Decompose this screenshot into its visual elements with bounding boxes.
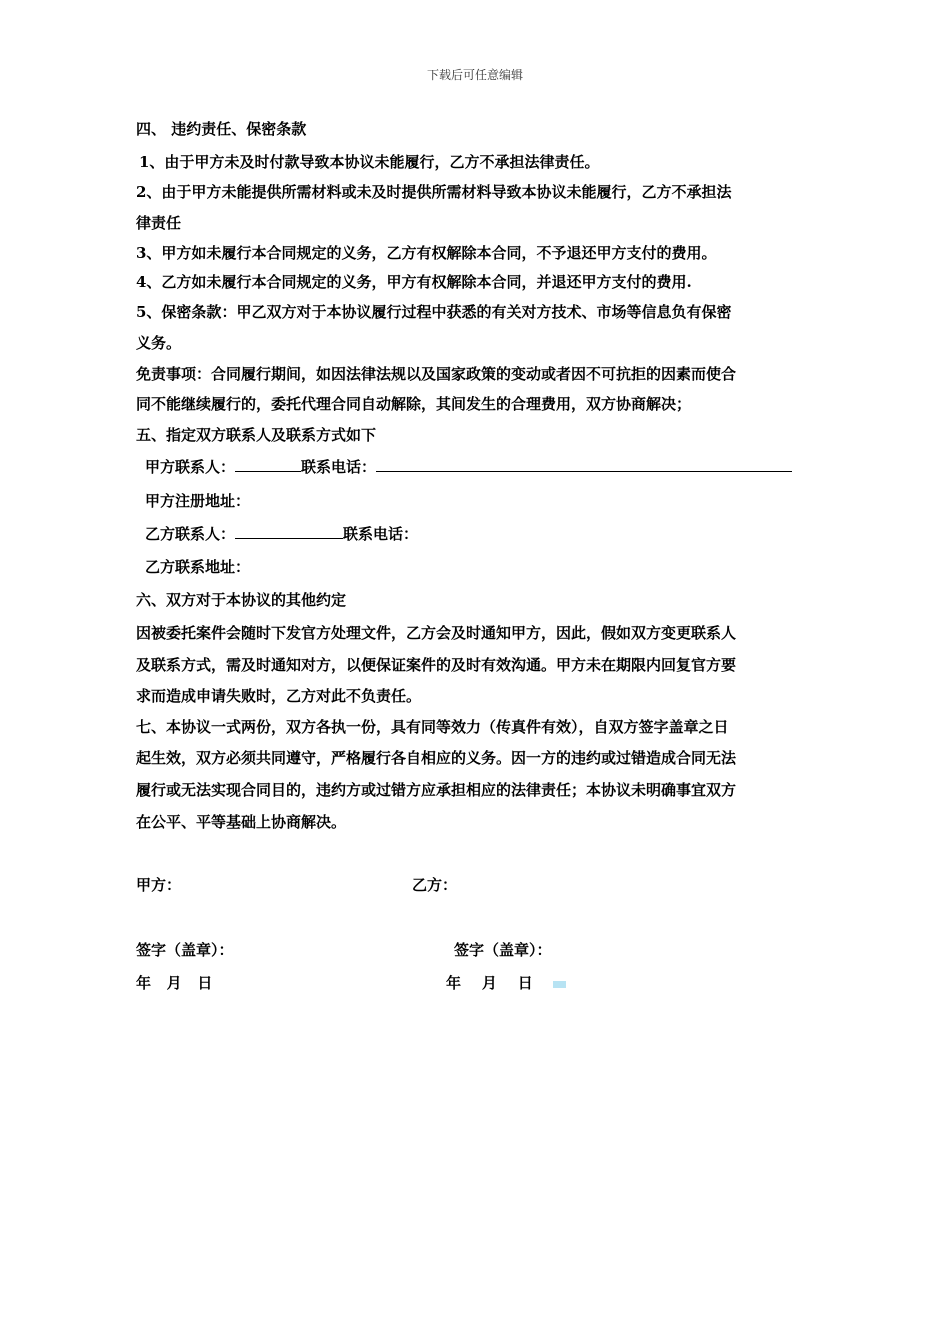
highlight-marker: [553, 981, 566, 988]
party-b-signature-label: 签字（盖章）：: [454, 941, 552, 959]
party-b-address-label: 乙方联系地址：: [145, 558, 251, 576]
section-7-line-4: 在公平、平等基础上协商解决。: [136, 813, 347, 831]
section-4-title: 四、 违约责任、保密条款: [136, 120, 307, 138]
section-6-line-2: 及联系方式，需及时通知对方，以便保证案件的及时有效沟通。甲方未在期限内回复官方要: [136, 656, 737, 674]
party-a-phone-label: 联系电话：: [301, 458, 377, 476]
clause-4-3: 3、甲方如未履行本合同规定的义务，乙方有权解除本合同，不予退还甲方支付的费用。: [136, 244, 717, 262]
party-b-phone-label: 联系电话：: [343, 525, 419, 543]
party-b-contact-label: 乙方联系人：: [145, 525, 236, 543]
section-6-line-1: 因被委托案件会随时下发官方处理文件，乙方会及时通知甲方，因此，假如双方变更联系人: [136, 624, 737, 642]
disclaimer-line-1: 免责事项：合同履行期间，如因法律法规以及国家政策的变动或者因不可抗拒的因素而使合: [136, 365, 737, 383]
clause-4-2-line-2: 律责任: [136, 214, 182, 232]
clause-4-5-line-1: 5、保密条款：甲乙双方对于本协议履行过程中获悉的有关对方技术、市场等信息负有保密: [136, 303, 732, 321]
party-b-label: 乙方：: [412, 876, 458, 894]
section-7-line-1: 七、本协议一式两份，双方各执一份，具有同等效力（传真件有效），自双方签字盖章之日: [136, 718, 729, 736]
party-b-date: 年 月 日: [446, 974, 533, 992]
party-a-contact-row: [145, 457, 792, 477]
party-a-date: 年 月 日: [136, 974, 213, 992]
clause-4-1: 1、由于甲方未及时付款导致本协议未能履行，乙方不承担法律责任。: [139, 153, 600, 171]
section-6-line-3: 求而造成申请失败时，乙方对此不负责任。: [136, 687, 422, 705]
section-5-title: 五、指定双方联系人及联系方式如下: [136, 426, 377, 444]
section-7-line-2: 起生效，双方必须共同遵守，严格履行各自相应的义务。因一方的违约或过错造成合同无法: [136, 749, 737, 767]
page-header: 下载后可任意编辑: [426, 68, 523, 82]
clause-4-5-line-2: 义务。: [136, 334, 182, 352]
party-a-contact-label: 甲方联系人：: [145, 458, 236, 476]
disclaimer-line-2: 同不能继续履行的，委托代理合同自动解除，其间发生的合理费用，双方协商解决；: [136, 395, 692, 413]
party-b-contact-row: [145, 524, 418, 544]
party-a-address-label: 甲方注册地址：: [145, 492, 251, 510]
party-a-contact-blank[interactable]: [235, 457, 301, 472]
party-a-phone-blank[interactable]: [376, 457, 792, 472]
clause-4-2-line-1: 2、由于甲方未能提供所需材料或未及时提供所需材料导致本协议未能履行，乙方不承担法: [136, 183, 732, 201]
party-b-contact-blank[interactable]: [235, 524, 343, 539]
section-6-title: 六、双方对于本协议的其他约定: [136, 591, 347, 609]
section-7-line-3: 履行或无法实现合同目的，违约方或过错方应承担相应的法律责任；本协议未明确事宜双方: [136, 781, 737, 799]
clause-4-4: 4、乙方如未履行本合同规定的义务，甲方有权解除本合同，并退还甲方支付的费用.: [136, 273, 692, 291]
party-a-label: 甲方：: [136, 876, 182, 894]
party-a-signature-label: 签字（盖章）：: [136, 941, 234, 959]
